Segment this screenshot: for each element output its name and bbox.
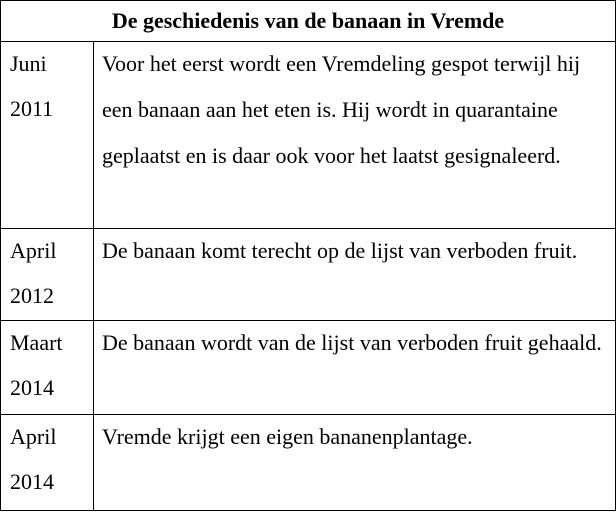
table-row (1, 321, 616, 414)
date-year: 2012 (10, 282, 54, 308)
date-cell (1, 321, 94, 414)
date-month: April (10, 423, 57, 449)
table-title: De geschiedenis van de banaan in Vremde (1, 1, 616, 42)
table-row (1, 42, 616, 229)
description-cell (94, 42, 616, 229)
date-month: Juni (10, 51, 47, 77)
description-text: Voor het eerst wordt een Vremdeling gespot terwijl hij een banaan aan het eten is. Hij wordt in quarantaine geplaatst en is daar ook voor het laatst gesignaleerd. (102, 51, 581, 169)
date-year: 2011 (10, 96, 54, 122)
description-cell (94, 414, 616, 510)
date-cell (1, 228, 94, 320)
title-row (1, 1, 616, 42)
date-cell (1, 42, 94, 229)
description-text: De banaan komt terecht op de lijst van verboden fruit. (102, 237, 578, 263)
date-cell (1, 414, 94, 510)
description-cell (94, 228, 616, 320)
description-text: De banaan wordt van de lijst van verboden fruit gehaald. (102, 330, 602, 356)
date-month: April (10, 237, 57, 263)
description-text: Vremde krijgt een eigen bananenplantage. (102, 423, 473, 449)
date-year: 2014 (10, 375, 54, 401)
date-year: 2014 (10, 468, 54, 494)
table-row (1, 414, 616, 510)
table-row (1, 228, 616, 320)
date-month: Maart (10, 330, 63, 356)
description-cell (94, 321, 616, 414)
